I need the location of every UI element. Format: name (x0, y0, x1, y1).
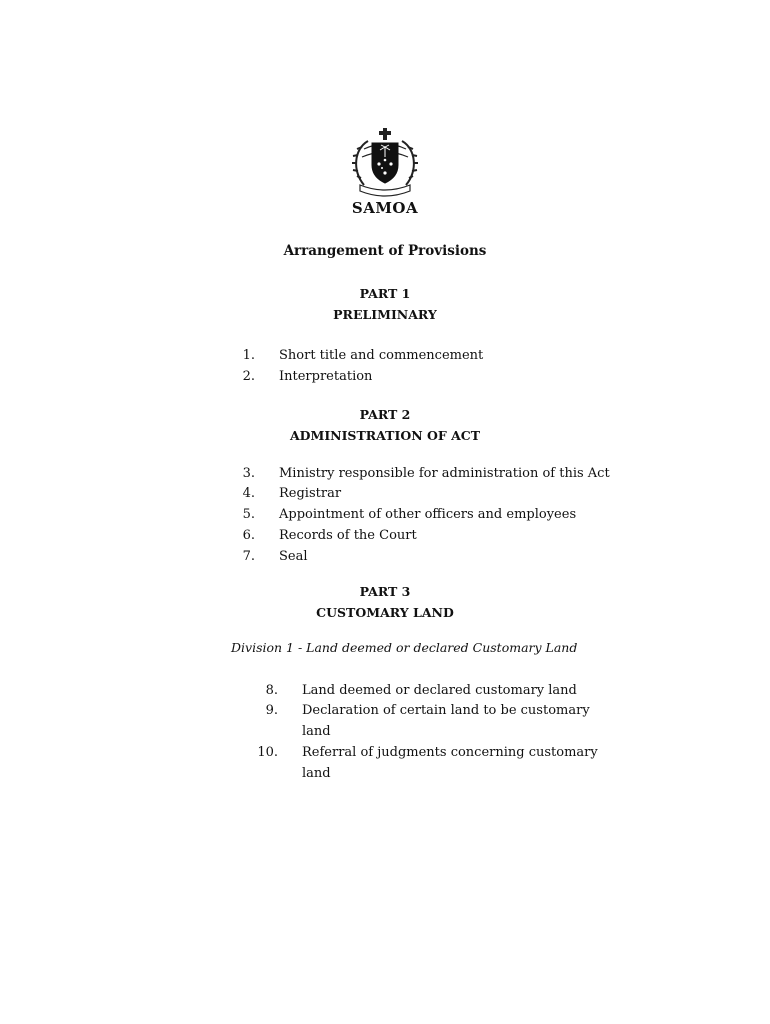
part-3-title: CUSTOMARY LAND (316, 605, 454, 620)
item-number: 10. (257, 745, 278, 760)
item-number: 4. (242, 486, 255, 501)
item-text: Appointment of other officers and employees (279, 507, 577, 522)
samoa-coat-of-arms-icon (348, 127, 422, 197)
country-title: SAMOA (351, 199, 419, 217)
item-number: 1. (242, 348, 255, 363)
part-1-label: PART 1 (359, 286, 411, 301)
item-number: 3. (242, 466, 255, 481)
item-text: Land deemed or declared customary land (302, 683, 577, 698)
item-text-continuation: land (302, 766, 331, 781)
part-1-title: PRELIMINARY (333, 307, 437, 322)
arrangement-title: Arrangement of Provisions (283, 243, 487, 259)
division-heading: Division 1 - Land deemed or declared Customary Land (231, 640, 578, 655)
item-number: 5. (242, 507, 255, 522)
item-text: Ministry responsible for administration of this Act (279, 466, 610, 481)
item-text: Seal (279, 549, 308, 564)
part-2-title: ADMINISTRATION OF ACT (289, 428, 481, 443)
item-text: Short title and commencement (279, 348, 484, 363)
item-number: 8. (265, 683, 278, 698)
item-text: Records of the Court (279, 528, 417, 543)
item-text: Registrar (279, 486, 342, 501)
item-number: 6. (242, 528, 255, 543)
item-number: 9. (265, 703, 278, 718)
item-number: 7. (242, 549, 255, 564)
item-text: Referral of judgments concerning customary (302, 745, 598, 760)
part-3-label: PART 3 (359, 584, 411, 599)
item-text: Interpretation (279, 369, 373, 384)
part-2-label: PART 2 (359, 407, 411, 422)
item-text-continuation: land (302, 724, 331, 739)
item-number: 2. (242, 369, 255, 384)
item-text: Declaration of certain land to be customary (302, 703, 590, 718)
